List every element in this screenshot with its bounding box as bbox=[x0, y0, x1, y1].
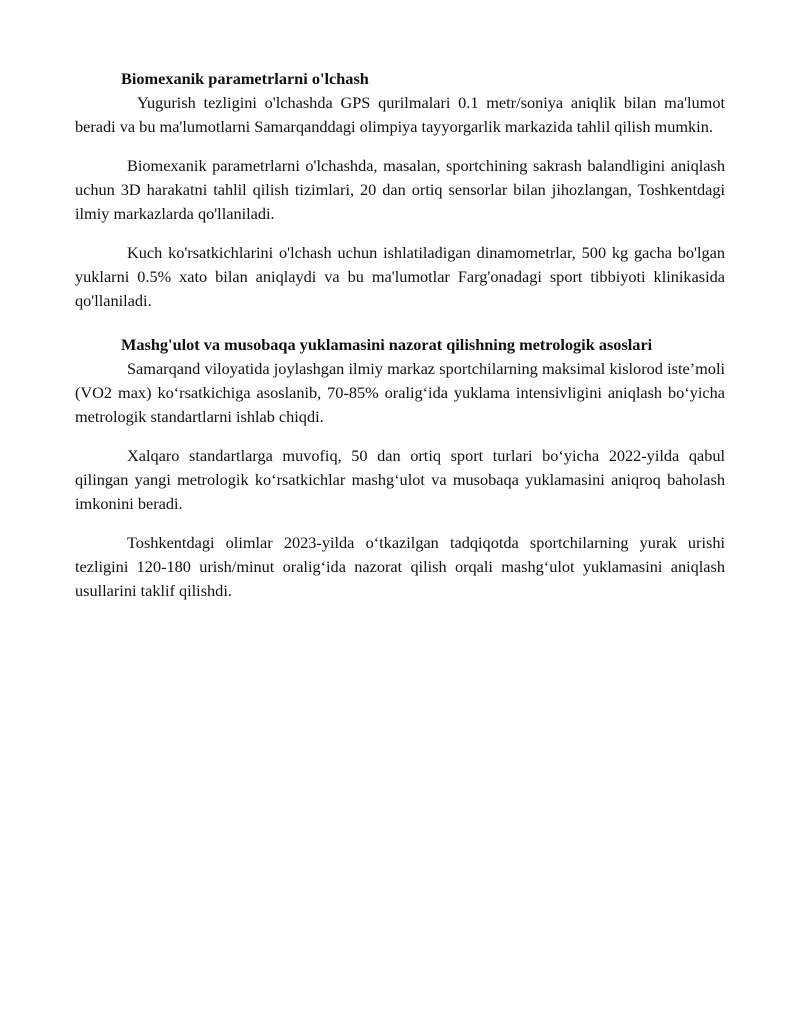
paragraph: Samarqand viloyatida joylashgan ilmiy markaz sportchilarning maksimal kislorod iste’moli (VO2 max) ko‘rsatkichiga asoslanib, 70-85% oralig‘ida yuklama intensivligini aniqlash bo‘yicha metrologik standartlarni ishlab chiqdi. bbox=[75, 359, 725, 426]
paragraph: Yugurish tezligini o'lchashda GPS qurilmalari 0.1 metr/soniya aniqlik bilan ma'lumot beradi va bu ma'lumotlarni Samarqanddagi olimpiya tayyorgarlik markazida tahlil qilish mumkin. bbox=[75, 93, 725, 136]
document-body bbox=[75, 67, 725, 603]
paragraph: Biomexanik parametrlarni o'lchashda, masalan, sportchining sakrash balandligini aniqlash uchun 3D harakatni tahlil qilish tizimlari, 20 dan ortiq sensorlar bilan jihozlangan, Toshkentdagi ilmiy markazlarda qo'llaniladi. bbox=[75, 156, 725, 223]
paragraph: Kuch ko'rsatkichlarini o'lchash uchun ishlatiladigan dinamometrlar, 500 kg gacha bo'lgan yuklarni 0.5% xato bilan aniqlaydi va bu ma'lumotlar Farg'onadagi sport tibbiyoti klinikasida qo'llaniladi. bbox=[75, 243, 725, 310]
paragraph: Xalqaro standartlarga muvofiq, 50 dan ortiq sport turlari bo‘yicha 2022-yilda qabul qilingan yangi metrologik ko‘rsatkichlar mashg‘ulot va musobaqa yuklamasini aniqroq baholash imkonini beradi. bbox=[75, 446, 725, 513]
paragraph: Toshkentdagi olimlar 2023-yilda o‘tkazilgan tadqiqotda sportchilarning yurak urishi tezligini 120-180 urish/minut oralig‘ida nazorat qilish orqali mashg‘ulot yuklamasini aniqlash usullarini taklif qilishdi. bbox=[75, 533, 725, 600]
section-heading-training-load: Mashg'ulot va musobaqa yuklamasini nazorat qilishning metrologik asoslari bbox=[121, 335, 653, 354]
section-heading-biomechanics: Biomexanik parametrlarni o'lchash bbox=[121, 69, 369, 88]
